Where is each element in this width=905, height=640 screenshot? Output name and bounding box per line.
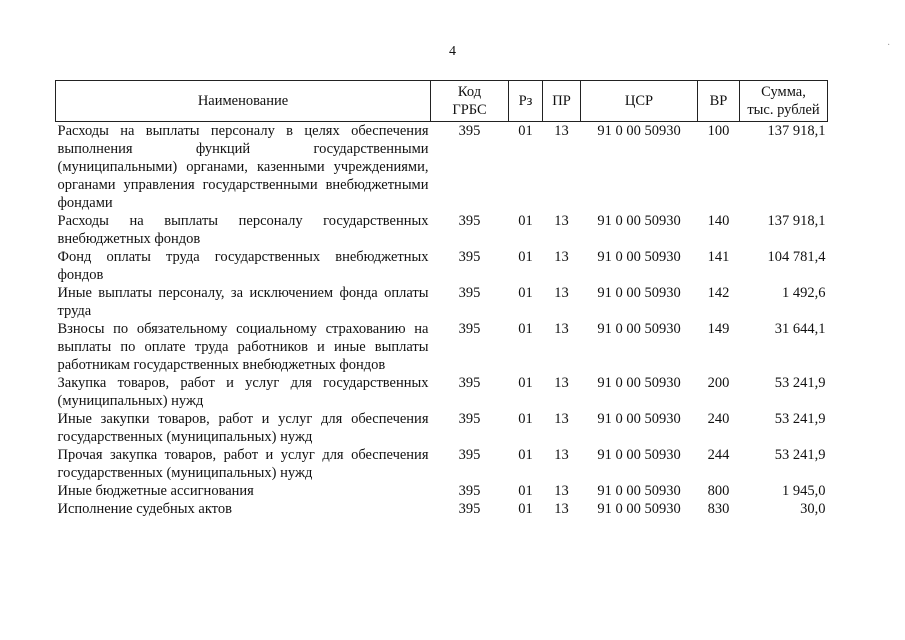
cell-pr: 13 (554, 123, 569, 139)
cell-sum: 31 644,1 (774, 321, 826, 337)
cell-grbs: 395 (458, 285, 481, 301)
page-number: 4 (449, 44, 456, 59)
cell-vr: 141 (707, 249, 730, 265)
table-row (56, 482, 828, 500)
cell-sum: 53 241,9 (774, 447, 826, 463)
cell-name: Исполнение судебных актов (57, 501, 232, 517)
header-pr: ПР (543, 81, 581, 122)
cell-name: Иные выплаты персоналу, за исключением фонда оплаты труда (57, 285, 429, 319)
table-row (56, 284, 828, 320)
cell-grbs: 395 (458, 447, 481, 463)
cell-rz: 01 (518, 285, 533, 301)
cell-pr: 13 (554, 483, 569, 499)
table-row (56, 374, 828, 410)
cell-vr: 100 (707, 123, 730, 139)
cell-rz: 01 (518, 321, 533, 337)
cell-name: Прочая закупка товаров, работ и услуг для обеспечения государственных (муниципальных) нужд (57, 447, 429, 481)
header-name: Наименование (56, 81, 431, 122)
cell-csr: 91 0 00 50930 (597, 249, 681, 265)
budget-table (55, 80, 828, 518)
cell-name: Закупка товаров, работ и услуг для государственных (муниципальных) нужд (57, 375, 429, 409)
cell-grbs: 395 (458, 123, 481, 139)
cell-rz: 01 (518, 501, 533, 517)
cell-grbs: 395 (458, 375, 481, 391)
table-row (56, 122, 828, 213)
cell-vr: 830 (707, 501, 730, 517)
cell-pr: 13 (554, 213, 569, 229)
cell-csr: 91 0 00 50930 (597, 213, 681, 229)
cell-csr: 91 0 00 50930 (597, 447, 681, 463)
table-row (56, 446, 828, 482)
header-sum: Сумма, тыс. рублей (740, 81, 828, 122)
cell-rz: 01 (518, 213, 533, 229)
cell-csr: 91 0 00 50930 (597, 501, 681, 517)
header-csr: ЦСР (581, 81, 698, 122)
cell-sum: 1 492,6 (782, 285, 826, 301)
cell-grbs: 395 (458, 411, 481, 427)
table-header (56, 81, 828, 122)
cell-csr: 91 0 00 50930 (597, 483, 681, 499)
cell-rz: 01 (518, 123, 533, 139)
cell-grbs: 395 (458, 501, 481, 517)
cell-pr: 13 (554, 321, 569, 337)
cell-rz: 01 (518, 483, 533, 499)
header-rz: Рз (509, 81, 543, 122)
cell-grbs: 395 (458, 321, 481, 337)
cell-vr: 149 (707, 321, 730, 337)
cell-vr: 142 (707, 285, 730, 301)
cell-name: Иные закупки товаров, работ и услуг для обеспечения государственных (муниципальных) нужд (57, 411, 429, 445)
cell-rz: 01 (518, 411, 533, 427)
cell-rz: 01 (518, 375, 533, 391)
cell-grbs: 395 (458, 249, 481, 265)
cell-name: Фонд оплаты труда государственных внебюджетных фондов (57, 249, 429, 283)
cell-csr: 91 0 00 50930 (597, 375, 681, 391)
cell-name: Взносы по обязательному социальному страхованию на выплаты по оплате труда работников и иные выплаты работникам государственных внебюджетных фондов (57, 321, 429, 373)
cell-pr: 13 (554, 447, 569, 463)
cell-rz: 01 (518, 447, 533, 463)
cell-sum: 53 241,9 (774, 411, 826, 427)
cell-pr: 13 (554, 285, 569, 301)
header-grbs: Код ГРБС (431, 81, 509, 122)
cell-pr: 13 (554, 501, 569, 517)
cell-csr: 91 0 00 50930 (597, 321, 681, 337)
cell-sum: 137 918,1 (767, 123, 826, 139)
table-row (56, 410, 828, 446)
cell-sum: 104 781,4 (767, 249, 826, 265)
cell-grbs: 395 (458, 483, 481, 499)
cell-vr: 240 (707, 411, 730, 427)
cell-vr: 244 (707, 447, 730, 463)
cell-sum: 30,0 (800, 501, 826, 517)
table-row (56, 248, 828, 284)
cell-vr: 800 (707, 483, 730, 499)
cell-vr: 140 (707, 213, 730, 229)
table-row (56, 212, 828, 248)
table-row (56, 320, 828, 374)
cell-name: Расходы на выплаты персоналу государственных внебюджетных фондов (57, 213, 429, 247)
cell-sum: 1 945,0 (782, 483, 826, 499)
cell-sum: 53 241,9 (774, 375, 826, 391)
table-row (56, 500, 828, 518)
cell-pr: 13 (554, 249, 569, 265)
scan-speck: · (887, 40, 891, 51)
cell-pr: 13 (554, 375, 569, 391)
cell-vr: 200 (707, 375, 730, 391)
header-vr: ВР (698, 81, 740, 122)
cell-sum: 137 918,1 (767, 213, 826, 229)
cell-csr: 91 0 00 50930 (597, 123, 681, 139)
cell-name: Расходы на выплаты персоналу в целях обеспечения выполнения функций государственными (муниципальными) органами, казенными учреждениями, органами управления государственными внебюджетными фондами (57, 123, 429, 211)
table-body (56, 122, 828, 519)
cell-csr: 91 0 00 50930 (597, 411, 681, 427)
cell-name: Иные бюджетные ассигнования (57, 483, 254, 499)
cell-grbs: 395 (458, 213, 481, 229)
cell-rz: 01 (518, 249, 533, 265)
cell-csr: 91 0 00 50930 (597, 285, 681, 301)
cell-pr: 13 (554, 411, 569, 427)
